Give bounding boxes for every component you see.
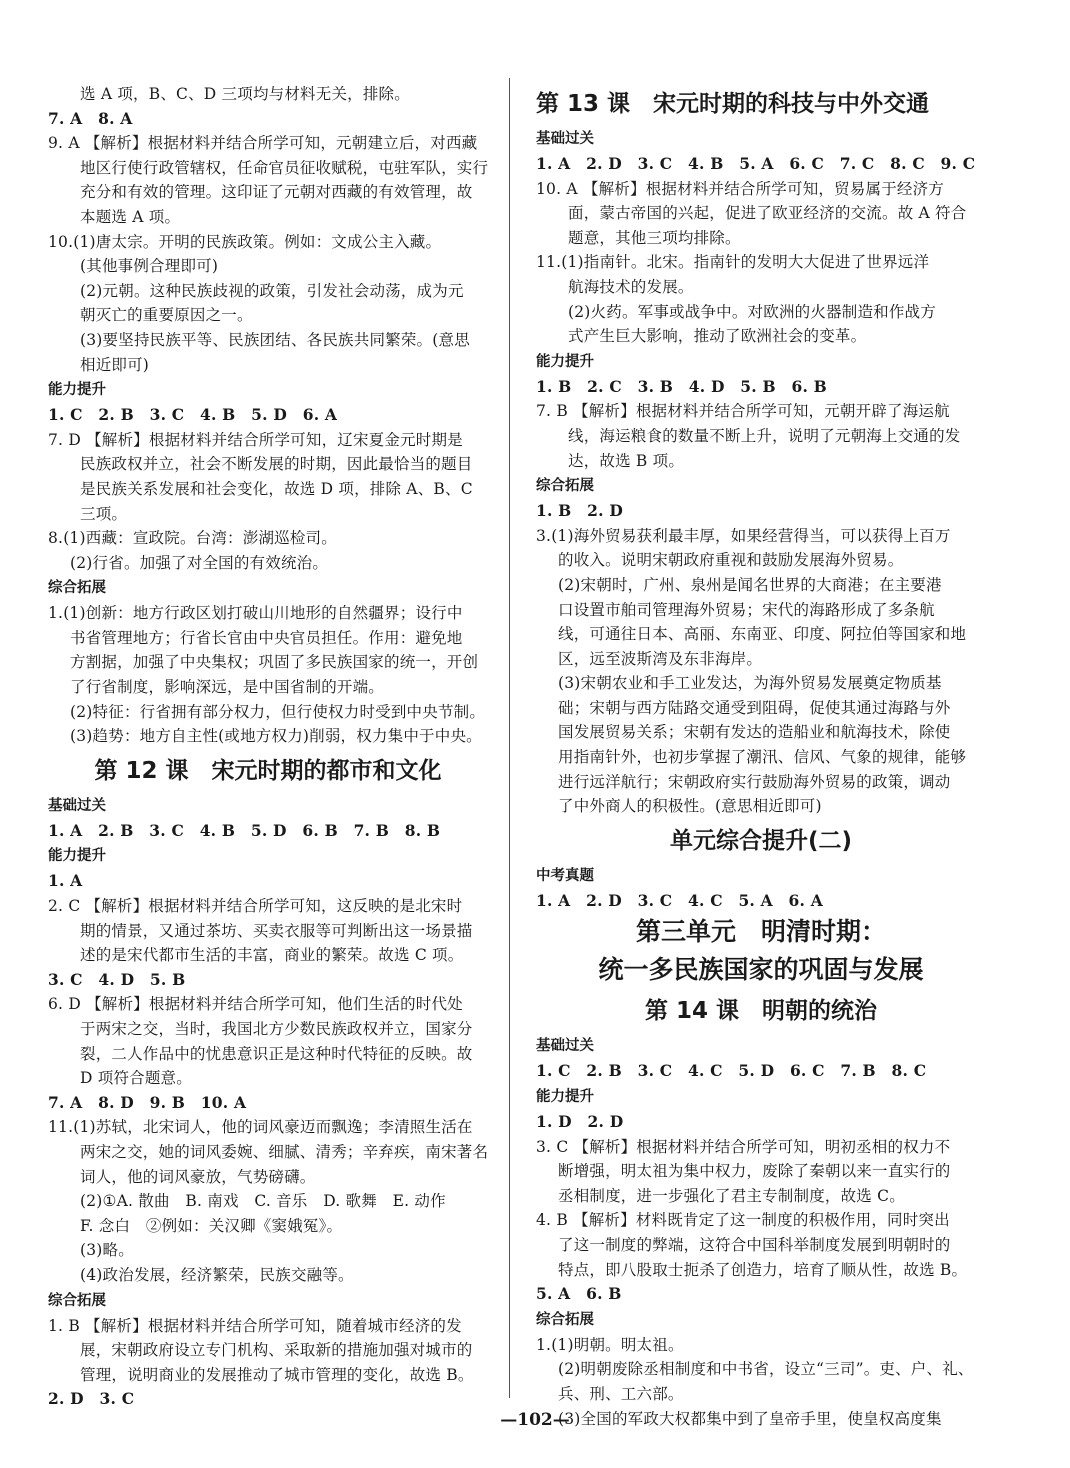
unit-title: 第三单元 明清时期：	[635, 917, 886, 947]
text-line: D 项符合题意。	[80, 1069, 192, 1088]
text-line: 3. C 【解析】根据材料并结合所学可知，明初丞相的权力不	[536, 1137, 951, 1156]
text-line: (3)全国的军政大权都集中到了皇帝手里，使皇权高度集	[558, 1409, 942, 1428]
text-line: 于两宋之交，当时，我国北方少数民族政权并立，国家分	[80, 1020, 473, 1038]
section-heading: 基础过关	[536, 131, 594, 147]
text-line: 础；宋朝与西方陆路交通受到阻碍，促使其通过海路与外	[558, 698, 951, 717]
answer-key-line: 1. A	[48, 871, 83, 891]
text-line: 用指南针外，也初步掌握了潮汛、信风、气象的规律，能够	[558, 748, 967, 767]
text-line: (3)要坚持民族平等、民族团结、各民族共同繁荣。(意思	[80, 330, 470, 349]
answer-key-line: 1. C 2. B 3. C 4. B 5. D 6. A	[48, 405, 338, 425]
section-heading: 能力提升	[536, 1089, 594, 1106]
text-line: 7. B 【解析】根据材料并结合所学可知，元朝开辟了海运航	[536, 402, 950, 421]
text-line: (2)行省。加强了对全国的有效统治。	[70, 553, 329, 572]
text-line: 线，可通往日本、高丽、东南亚、印度、阿拉伯等国家和地	[558, 625, 967, 644]
text-line: 6. D 【解析】根据材料并结合所学可知，他们生活的时代处	[48, 995, 463, 1014]
text-line: 展，宋朝政府设立专门机构、采取新的措施加强对城市的	[80, 1341, 473, 1360]
text-line: (2)宋朝时，广州、泉州是闻名世界的大商港；在主要港	[558, 575, 942, 594]
text-line: 是民族关系发展和社会变化，故选 D 项，排除 A、B、C	[80, 479, 473, 498]
answer-key-line: 1. A 2. B 3. C 4. B 5. D 6. B 7. B 8. B	[48, 820, 441, 840]
answer-key-line: 7. A 8. D 9. B 10. A	[48, 1092, 247, 1112]
answer-key-line: 1. A 2. D 3. C 4. B 5. A 6. C 7. C 8. C 9. C	[536, 154, 976, 173]
answer-key-line: 5. A 6. B	[536, 1284, 622, 1304]
text-line: 兵、刑、工六部。	[558, 1384, 684, 1403]
text-line: 方割据，加强了中央集权；巩固了多民族国家的统一，开创	[70, 653, 479, 672]
lesson-title: 第 14 课 明朝的统治	[644, 998, 878, 1025]
section-heading: 能力提升	[48, 848, 106, 865]
text-line: 丞相制度，进一步强化了君主专制制度，故选 C。	[558, 1186, 905, 1205]
text-line: 了这一制度的弊端，这符合中国科举制度发展到明朝时的	[558, 1236, 951, 1254]
text-line: (2)明朝废除丞相制度和中书省，设立“三司”。吏、户、礼、	[558, 1360, 974, 1379]
text-line: (4)政治发展，经济繁荣，民族交融等。	[80, 1265, 354, 1284]
text-line: 面，蒙古帝国的兴起，促进了欧亚经济的交流。故 A 符合	[568, 204, 967, 223]
answer-key-line: 1. A 2. D 3. C 4. C 5. A 6. A	[536, 890, 823, 910]
text-line: (3)略。	[80, 1241, 134, 1260]
section-heading: 综合拓展	[48, 1292, 106, 1309]
text-line: 1.(1)明朝。明太祖。	[536, 1335, 684, 1354]
text-line: 本题选 A 项。	[80, 207, 181, 226]
text-line: 裂，二人作品中的忧患意识正是这种时代特征的反映。故	[80, 1044, 473, 1063]
text-line: 相近即可)	[80, 355, 150, 374]
text-line: 特点，即八股取士扼杀了创造力，培育了顺从性，故选 B。	[558, 1260, 968, 1279]
text-line: 11.(1)指南针。北宋。指南针的发明大大促进了世界远洋	[536, 253, 930, 272]
text-line: 两宋之交，她的词风委婉、细腻、清秀；辛弃疾，南宋著名	[80, 1142, 489, 1161]
text-line: 的收入。说明宋朝政府重视和鼓励发展海外贸易。	[558, 551, 904, 570]
section-heading: 基础过关	[48, 797, 106, 814]
section-heading: 综合拓展	[536, 1311, 594, 1328]
left-column	[48, 82, 488, 1412]
text-line: 1.(1)创新：地方行政区划打破山川地形的自然疆界；设行中	[48, 604, 463, 623]
page-number: —102—	[500, 1410, 570, 1430]
text-line: 1. B 【解析】根据材料并结合所学可知，随着城市经济的发	[48, 1316, 462, 1335]
text-line: (3)宋朝农业和手工业发达，为海外贸易发展奠定物质基	[558, 674, 942, 693]
text-line: 题意，其他三项均排除。	[568, 228, 741, 247]
text-line: (2)火药。军事或战争中。对欧洲的火器制造和作战方	[568, 302, 936, 321]
section-heading: 综合拓展	[536, 478, 594, 495]
text-line: 达，故选 B 项。	[568, 451, 685, 470]
lesson-title: 第 12 课 宋元时期的都市和文化	[94, 757, 442, 784]
answer-key-line: 1. B 2. C 3. B 4. D 5. B 6. B	[536, 376, 827, 396]
text-line: 8.(1)西藏：宣政院。台湾：澎湖巡检司。	[48, 529, 337, 548]
right-column	[536, 82, 986, 1431]
answer-key-line: 1. C 2. B 3. C 4. C 5. D 6. C 7. B 8. C	[536, 1061, 927, 1081]
text-line: 进行远洋航行；宋朝政府实行鼓励海外贸易的政策，调动	[558, 772, 951, 791]
lesson-title: 第 13 课 宋元时期的科技与中外交通	[536, 91, 930, 117]
text-line: 10.(1)唐太宗。开明的民族政策。例如：文成公主入藏。	[48, 232, 442, 251]
section-heading: 能力提升	[536, 353, 594, 370]
text-line: 期的情景，又通过茶坊、买卖衣服等可判断出这一场景描	[80, 921, 473, 940]
section-heading: 能力提升	[48, 382, 106, 399]
text-line: 航海技术的发展。	[568, 277, 694, 296]
text-line: 国发展贸易关系；宋朝有发达的造船业和航海技术，除使	[558, 723, 951, 742]
text-line: (其他事例合理即可)	[80, 257, 219, 276]
section-heading: 基础过关	[536, 1038, 594, 1055]
answer-key-line: 7. A 8. A	[48, 108, 133, 128]
answer-key-line: 2. D 3. C	[48, 1389, 135, 1409]
section-heading: 综合拓展	[48, 580, 106, 597]
text-line: (3)趋势：地方自主性(或地方权力)削弱，权力集中于中央。	[70, 727, 482, 746]
text-line: 三项。	[80, 504, 128, 523]
unit-title: 统一多民族国家的巩固与发展	[598, 955, 924, 985]
answer-key-line: 1. B 2. D	[536, 501, 623, 521]
text-line: F. 念白 ②例如：关汉卿《窦娥冤》。	[80, 1216, 343, 1235]
text-line: (2)特征：行省拥有部分权力，但行使权力时受到中央节制。	[70, 702, 486, 721]
text-line: 民族政权并立，社会不断发展的时期，因此最恰当的题目	[80, 455, 473, 474]
text-line: 选 A 项，B、C、D 三项均与材料无关，排除。	[80, 85, 410, 103]
text-line: 2. C 【解析】根据材料并结合所学可知，这反映的是北宋时	[48, 897, 463, 916]
text-line: (2)①A. 散曲 B. 南戏 C. 音乐 D. 歌舞 E. 动作	[80, 1192, 446, 1211]
text-line: 词人，他的词风豪放，气势磅礴。	[80, 1167, 316, 1186]
text-line: 断增强，明太祖为集中权力，废除了秦朝以来一直实行的	[558, 1162, 951, 1181]
text-line: 4. B 【解析】材料既肯定了这一制度的积极作用，同时突出	[536, 1211, 950, 1230]
text-line: 11.(1)苏轼，北宋词人，他的词风豪迈而飘逸；李清照生活在	[48, 1118, 473, 1137]
text-line: 10. A 【解析】根据材料并结合所学可知，贸易属于经济方	[536, 179, 944, 198]
text-line: 区，远至波斯湾及东非海岸。	[558, 649, 763, 668]
text-line: 书省管理地方；行省长官由中央官员担任。作用：避免地	[70, 628, 463, 647]
column-divider	[509, 78, 510, 1398]
text-line: 3.(1)海外贸易获利最丰厚，如果经营得当，可以获得上百万	[536, 526, 951, 545]
text-line: (2)元朝。这种民族歧视的政策，引发社会动荡，成为元	[80, 281, 464, 300]
text-line: 口设置市舶司管理海外贸易；宋代的海路形成了多条航	[558, 600, 935, 619]
text-line: 朝灭亡的重要原因之一。	[80, 306, 253, 325]
text-line: 了中外商人的积极性。(意思相近即可)	[558, 797, 822, 816]
answer-key-line: 3. C 4. D 5. B	[48, 969, 186, 989]
text-line: 式产生巨大影响，推动了欧洲社会的变革。	[568, 327, 867, 346]
text-line: 线，海运粮食的数量不断上升，说明了元朝海上交通的发	[568, 426, 961, 445]
text-line: 充分和有效的管理。这印证了元朝对西藏的有效管理，故	[80, 183, 473, 202]
text-line: 了行省制度，影响深远，是中国省制的开端。	[70, 678, 385, 697]
text-line: 9. A 【解析】根据材料并结合所学可知，元朝建立后，对西藏	[48, 134, 478, 153]
section-heading: 中考真题	[536, 867, 594, 884]
text-line: 管理，说明商业的发展推动了城市管理的变化，故选 B。	[80, 1365, 474, 1384]
answer-key-line: 1. D 2. D	[536, 1112, 624, 1132]
text-line: 述的是宋代都市生活的丰富，商业的繁荣。故选 C 项。	[80, 946, 464, 965]
lesson-title: 单元综合提升(二)	[669, 827, 853, 854]
text-line: 7. D 【解析】根据材料并结合所学可知，辽宋夏金元时期是	[48, 430, 463, 449]
text-line: 地区行使行政管辖权，任命官员征收赋税，屯驻军队，实行	[80, 158, 489, 177]
